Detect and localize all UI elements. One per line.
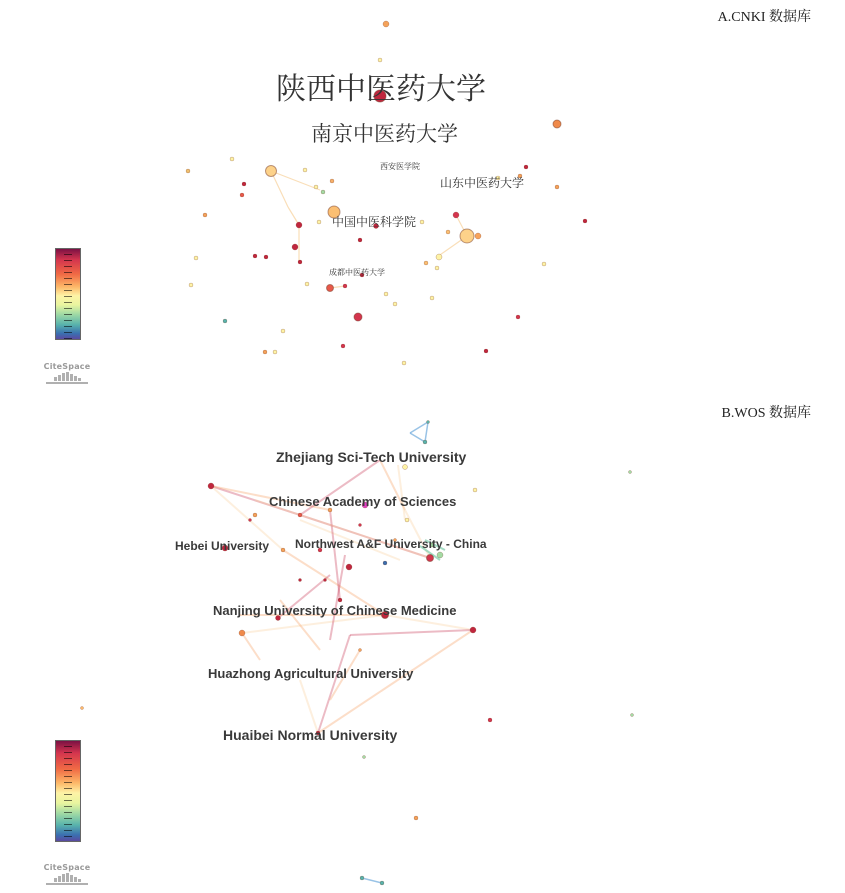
network-node xyxy=(223,319,227,323)
network-node xyxy=(81,707,84,710)
citespace-logo-text: CiteSpace xyxy=(43,362,91,371)
network-node xyxy=(264,255,268,259)
network-node xyxy=(346,564,352,570)
network-node xyxy=(420,220,424,224)
network-node xyxy=(383,21,389,27)
wos-network-graph xyxy=(0,400,845,893)
network-node xyxy=(488,718,492,722)
network-node xyxy=(338,598,342,602)
network-node xyxy=(292,244,298,250)
network-edge xyxy=(425,422,428,442)
network-node xyxy=(405,518,409,522)
node-label-huazhong-agricultural: Huazhong Agricultural University xyxy=(208,666,414,681)
node-label-chengdu-tcm: 成都中医药大学 xyxy=(329,268,385,277)
network-node xyxy=(460,229,474,243)
network-node xyxy=(437,552,443,558)
network-node xyxy=(583,219,587,223)
node-label-nanjing-chinese-medicine: Nanjing University of Chinese Medicine xyxy=(213,603,457,618)
panel-b-title: B.WOS 数据库 xyxy=(721,406,811,421)
citespace-logo xyxy=(42,863,92,885)
network-edge xyxy=(350,630,473,635)
network-node xyxy=(354,313,362,321)
network-node xyxy=(453,212,459,218)
network-node xyxy=(629,471,632,474)
node-label-china-academy-tcm: 中国中医科学院 xyxy=(332,215,417,229)
network-node xyxy=(327,285,334,292)
network-node xyxy=(359,524,362,527)
network-edge xyxy=(318,635,350,733)
node-label-huaibei-normal: Huaibei Normal University xyxy=(223,727,398,743)
network-node xyxy=(189,283,193,287)
network-node xyxy=(305,282,309,286)
network-node xyxy=(475,233,481,239)
network-node xyxy=(299,579,302,582)
network-node xyxy=(516,315,520,319)
network-node xyxy=(186,169,190,173)
year-color-legend xyxy=(55,248,81,340)
network-node xyxy=(436,254,442,260)
network-node xyxy=(330,179,334,183)
cnki-network-panel xyxy=(0,0,845,400)
node-label-northwest-af: Northwest A&F University - China xyxy=(295,537,487,551)
network-node xyxy=(324,579,327,582)
network-node xyxy=(230,157,234,161)
citespace-logo xyxy=(42,362,92,384)
network-node xyxy=(542,262,546,266)
wos-network-panel xyxy=(0,400,845,893)
network-node xyxy=(242,182,246,186)
network-node xyxy=(427,555,434,562)
network-node xyxy=(303,168,307,172)
network-node xyxy=(263,350,267,354)
network-node xyxy=(298,260,302,264)
network-node xyxy=(446,230,450,234)
network-node xyxy=(321,190,325,194)
network-node xyxy=(296,222,302,228)
year-color-legend xyxy=(55,740,81,842)
network-node xyxy=(358,238,362,242)
network-node xyxy=(430,296,434,300)
network-node xyxy=(359,649,362,652)
network-edge xyxy=(330,555,345,640)
network-node xyxy=(402,361,406,365)
network-node xyxy=(343,284,347,288)
network-edge xyxy=(300,680,318,733)
network-node xyxy=(203,213,207,217)
network-node xyxy=(239,630,245,636)
network-node xyxy=(423,440,427,444)
network-edge xyxy=(398,465,405,520)
network-edge xyxy=(362,878,382,883)
network-node xyxy=(314,185,318,189)
network-node xyxy=(249,519,252,522)
network-node xyxy=(194,256,198,260)
node-label-nanjing-tcm: 南京中医药大学 xyxy=(311,122,458,146)
cnki-network-graph xyxy=(0,0,845,400)
network-node xyxy=(273,350,277,354)
network-node xyxy=(403,465,408,470)
network-node xyxy=(281,329,285,333)
network-node xyxy=(435,266,439,270)
network-node xyxy=(383,561,387,565)
node-label-xian-medical: 西安医学院 xyxy=(380,162,420,171)
network-node xyxy=(553,120,561,128)
citespace-logo-text: CiteSpace xyxy=(43,863,91,872)
network-node xyxy=(298,513,302,517)
network-node xyxy=(484,349,488,353)
network-node xyxy=(281,548,285,552)
network-node xyxy=(378,58,382,62)
network-edge xyxy=(410,433,425,442)
network-node xyxy=(363,756,366,759)
node-label-shandong-tcm: 山东中医药大学 xyxy=(440,176,525,190)
panel-a-title: A.CNKI 数据库 xyxy=(717,10,811,25)
network-edge xyxy=(242,633,260,660)
network-node xyxy=(424,261,428,265)
network-node xyxy=(414,816,418,820)
network-node xyxy=(317,220,321,224)
network-node xyxy=(555,185,559,189)
node-label-hebei-university: Hebei University xyxy=(175,539,270,553)
network-node xyxy=(253,513,257,517)
network-edge xyxy=(410,422,428,433)
network-node xyxy=(380,881,384,885)
network-node xyxy=(360,876,364,880)
network-node xyxy=(393,302,397,306)
network-node xyxy=(266,166,277,177)
node-label-chinese-academy-sciences: Chinese Academy of Sciences xyxy=(269,494,457,509)
network-node xyxy=(473,488,477,492)
network-node xyxy=(341,344,345,348)
network-node xyxy=(208,483,214,489)
network-node xyxy=(427,421,430,424)
network-node xyxy=(631,714,634,717)
network-node xyxy=(470,627,476,633)
network-node xyxy=(524,165,528,169)
node-label-zhejiang-sci-tech: Zhejiang Sci-Tech University xyxy=(276,449,467,465)
node-label-shaanxi-tcm: 陕西中医药大学 xyxy=(276,72,486,107)
network-node xyxy=(384,292,388,296)
network-node xyxy=(240,193,244,197)
network-node xyxy=(253,254,257,258)
